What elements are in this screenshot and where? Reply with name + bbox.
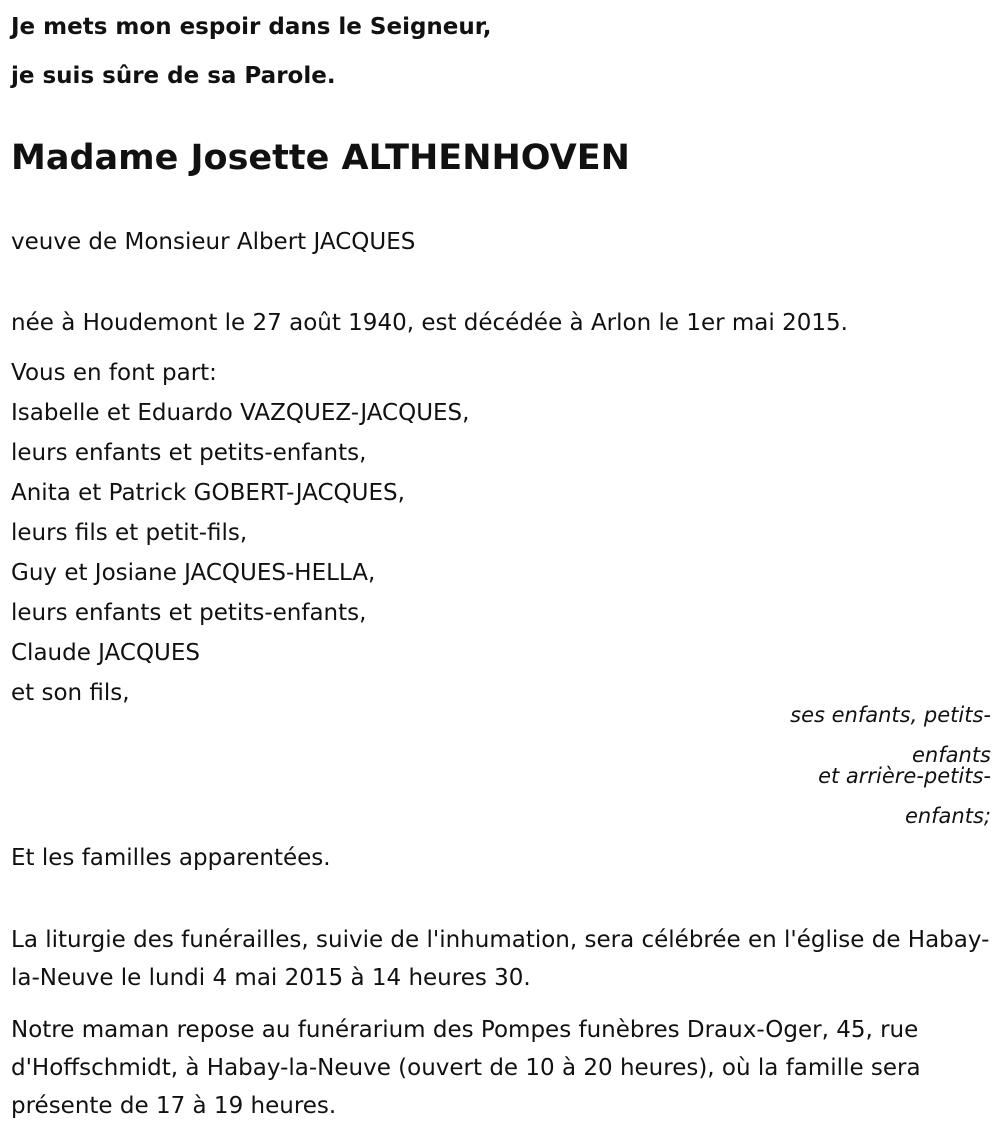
visitation-paragraph: Notre maman repose au funérarium des Pompes funèbres Draux-Oger, 45, rue d'Hoffschmidt, à Habay-la-Neuve (ouvert de 10 à 20 heures), où la famille sera présente de 17 à 19 heures. <box>11 1017 921 1119</box>
family-line: leurs enfants et petits-enfants, <box>11 600 367 626</box>
signature-great-grandchildren-line-1: et arrière-petits- <box>818 764 991 788</box>
deceased-name: Madame Josette ALTHENHOVEN <box>11 138 630 178</box>
family-line: Isabelle et Eduardo VAZQUEZ-JACQUES, <box>11 400 470 426</box>
family-line: leurs enfants et petits-enfants, <box>11 440 367 466</box>
related-families: Et les familles apparentées. <box>11 845 331 871</box>
signature-children-line-1: ses enfants, petits- <box>790 703 991 727</box>
signature-children-line-2: enfants <box>912 743 991 767</box>
verse-line-2: je suis sûre de sa Parole. <box>11 63 336 89</box>
family-line: Claude JACQUES <box>11 640 201 666</box>
family-line: leurs fils et petit-fils, <box>11 520 248 546</box>
liturgy-paragraph: La liturgie des funérailles, suivie de l'inhumation, sera célébrée en l'église de Habay-la-Neuve le lundi 4 mai 2015 à 14 heures 30. <box>11 927 990 991</box>
family-line: Guy et Josiane JACQUES-HELLA, <box>11 560 376 586</box>
signature-great-grandchildren <box>731 765 991 827</box>
birth-death-line: née à Houdemont le 27 août 1940, est décédée à Arlon le 1er mai 2015. <box>11 310 848 336</box>
announcement-intro: Vous en font part: <box>11 360 217 386</box>
family-line: et son fils, <box>11 680 130 706</box>
widow-of: veuve de Monsieur Albert JACQUES <box>11 229 416 255</box>
verse-line-1: Je mets mon espoir dans le Seigneur, <box>11 14 492 40</box>
family-line: Anita et Patrick GOBERT-JACQUES, <box>11 480 405 506</box>
signature-children <box>731 704 991 766</box>
signature-great-grandchildren-line-2: enfants; <box>904 804 991 828</box>
